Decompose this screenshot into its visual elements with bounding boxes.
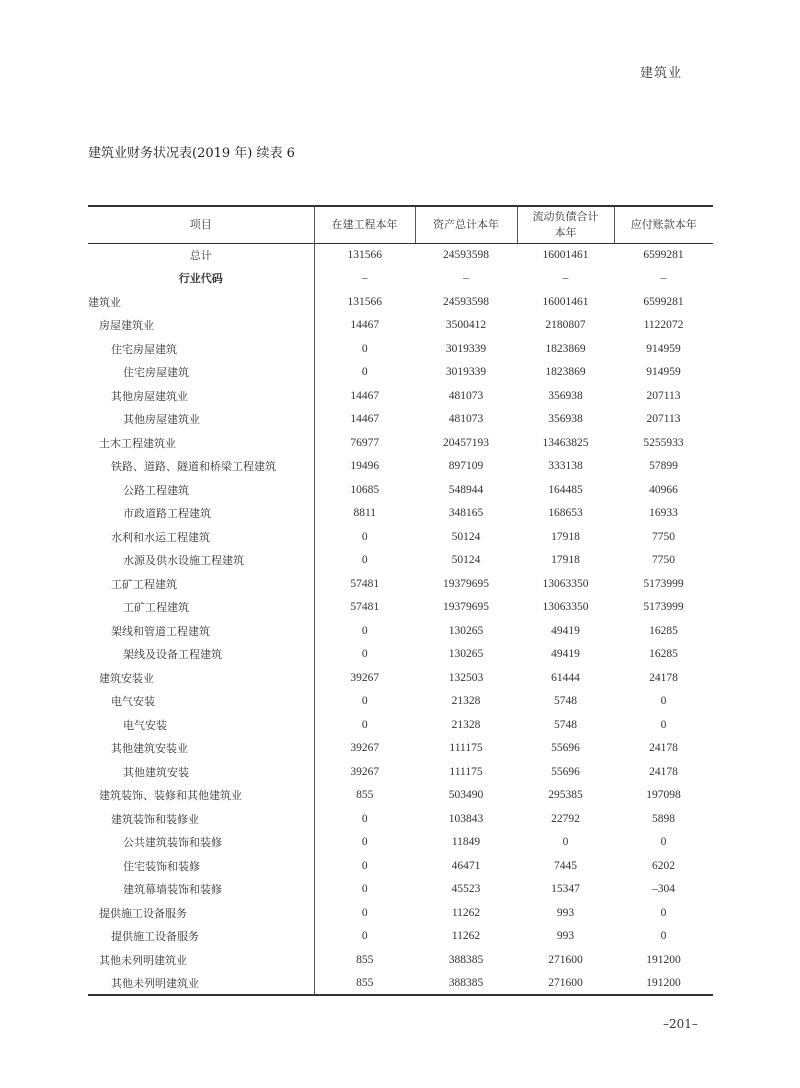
cell-value: 130265 (448, 624, 484, 637)
table-row (88, 408, 713, 432)
table-row (88, 290, 713, 314)
cell-value: 348165 (448, 507, 484, 520)
cell-value: 0 (361, 624, 368, 637)
cell-value: 0 (361, 342, 368, 355)
cell-value: 10685 (350, 483, 380, 496)
cell-value: 16285 (649, 624, 678, 637)
cell-value: 49419 (551, 648, 580, 661)
row-label: 建筑安装业 (88, 666, 314, 690)
cell-value: 548944 (448, 483, 484, 496)
cell-value: 15347 (551, 883, 580, 896)
running-head: 建筑业 (640, 66, 683, 81)
cell-value: 7750 (652, 554, 675, 567)
cell-value: 0 (361, 812, 368, 825)
cell-value: 0 (361, 530, 368, 543)
table-row (88, 972, 713, 996)
table-row (88, 901, 713, 925)
table-row (88, 760, 713, 784)
row-label: 住宅房屋建筑 (88, 337, 314, 361)
cell-value: 503490 (448, 789, 484, 802)
page-number: –201– (663, 1017, 698, 1031)
cell-value: 57899 (649, 460, 678, 473)
cell-value: 0 (361, 859, 368, 872)
cell-value: 0 (361, 695, 368, 708)
row-label: 其他建筑安装业 (88, 737, 314, 761)
cell-value: 111175 (449, 742, 483, 755)
cell-value: 0 (660, 718, 667, 731)
cell-value: 14467 (350, 319, 380, 332)
cell-value: 6599281 (643, 249, 684, 261)
cell-value: 50124 (451, 554, 481, 567)
cell-value: 17918 (551, 554, 580, 567)
cell-value: 0 (361, 836, 368, 849)
financial-table (88, 205, 713, 996)
row-label: 建筑装饰和装修业 (88, 807, 314, 831)
cell-value: 19379695 (443, 577, 489, 590)
row-label: 公共建筑装饰和装修 (88, 831, 314, 855)
cell-value: –304 (652, 883, 675, 896)
cell-value: 6599281 (643, 295, 684, 308)
cell-value: 0 (660, 836, 667, 849)
cell-value: 897109 (448, 460, 484, 473)
table-row (88, 784, 713, 808)
table-row (88, 525, 713, 549)
cell-value: 39267 (350, 742, 380, 755)
row-label: 住宅装饰和装修 (88, 854, 314, 878)
table-row (88, 925, 713, 949)
table-title: 建筑业财务状况表(2019 年) 续表 6 (88, 146, 295, 161)
column-header-current-liabilities: 流动负债合计本年 (517, 206, 614, 243)
table-row (88, 384, 713, 408)
table-row (88, 948, 713, 972)
row-label: 土木工程建筑业 (88, 431, 314, 455)
row-label: 水利和水运工程建筑 (88, 525, 314, 549)
row-label: 提供施工设备服务 (88, 901, 314, 925)
cell-value: 61444 (551, 671, 580, 684)
cell-value: 5748 (554, 718, 577, 731)
cell-value: – (463, 272, 469, 285)
cell-value: 0 (361, 930, 368, 943)
table-body (88, 243, 713, 995)
row-label: 行业代码 (88, 267, 314, 291)
row-label: 水源及供水设施工程建筑 (88, 549, 314, 573)
row-label: 房屋建筑业 (88, 314, 314, 338)
cell-value: 855 (314, 972, 415, 996)
table-row (88, 243, 713, 267)
cell-value: 55696 (551, 742, 580, 755)
table-row (88, 267, 713, 291)
cell-value: 24593598 (443, 295, 489, 308)
cell-value: 14467 (350, 389, 380, 402)
cell-value: 3019339 (445, 366, 487, 379)
cell-value: 855 (356, 789, 374, 802)
cell-value: 7750 (652, 530, 675, 543)
cell-value: 388385 (448, 953, 484, 966)
table-row (88, 596, 713, 620)
cell-value: 8811 (353, 507, 377, 520)
row-label: 电气安装 (88, 713, 314, 737)
row-label: 其他未列明建筑业 (88, 972, 314, 996)
row-label: 市政道路工程建筑 (88, 502, 314, 526)
cell-value: – (361, 272, 368, 285)
cell-value: 914959 (646, 366, 681, 379)
row-label: 建筑装饰、装修和其他建筑业 (88, 784, 314, 808)
cell-value: 39267 (350, 765, 380, 778)
table-row (88, 337, 713, 361)
cell-value: 5255933 (643, 436, 684, 449)
cell-value: 0 (361, 718, 368, 731)
cell-value: 0 (562, 836, 569, 849)
cell-value: 49419 (551, 624, 580, 637)
cell-value: 191200 (614, 972, 713, 996)
row-label: 工矿工程建筑 (88, 596, 314, 620)
column-header-total-assets: 资产总计本年 (415, 206, 517, 243)
cell-value: 19496 (350, 460, 380, 473)
cell-value: 356938 (548, 389, 583, 402)
cell-value: 481073 (448, 389, 484, 402)
table-row (88, 643, 713, 667)
cell-value: 5173999 (643, 601, 684, 614)
cell-value: 914959 (646, 342, 681, 355)
table-row (88, 690, 713, 714)
cell-value: 0 (361, 648, 368, 661)
cell-value: 16933 (649, 507, 678, 520)
cell-value: 132503 (448, 671, 484, 684)
column-header-accounts-payable: 应付账款本年 (614, 206, 713, 243)
table-row (88, 361, 713, 385)
cell-value: 13463825 (542, 436, 589, 449)
cell-value: 1823869 (545, 342, 586, 355)
table-row (88, 455, 713, 479)
cell-value: 21328 (451, 718, 481, 731)
cell-value: 0 (660, 930, 667, 943)
cell-value: 24178 (649, 742, 678, 755)
row-label: 其他房屋建筑业 (88, 408, 314, 432)
cell-value: 39267 (350, 671, 380, 684)
cell-value: 1823869 (545, 366, 586, 379)
cell-value: 20457193 (443, 436, 489, 449)
table-row (88, 854, 713, 878)
cell-value: 191200 (646, 953, 681, 966)
cell-value: 164485 (548, 483, 583, 496)
cell-value: 0 (660, 906, 667, 919)
cell-value: – (562, 272, 569, 285)
cell-value: 130265 (448, 648, 484, 661)
cell-value: 3019339 (445, 342, 487, 355)
cell-value: 271600 (548, 953, 583, 966)
table-row (88, 807, 713, 831)
cell-value: 76977 (350, 436, 380, 449)
cell-value: 22792 (551, 812, 580, 825)
cell-value: 5173999 (643, 577, 684, 590)
cell-value: 855 (356, 953, 374, 966)
cell-value: 40966 (649, 483, 678, 496)
table-row (88, 478, 713, 502)
cell-value: 1122072 (643, 319, 684, 332)
cell-value: 45523 (451, 883, 481, 896)
cell-value: 3500412 (445, 319, 487, 332)
cell-value: 295385 (548, 789, 583, 802)
cell-value: 103843 (448, 812, 484, 825)
cell-value: 197098 (646, 789, 681, 802)
cell-value: 207113 (646, 389, 681, 402)
cell-value: 7445 (554, 859, 577, 872)
cell-value: 16285 (649, 648, 678, 661)
cell-value: 24178 (649, 765, 678, 778)
cell-value: 46471 (451, 859, 481, 872)
cell-value: 131566 (347, 249, 382, 261)
cell-value: 24178 (649, 671, 678, 684)
cell-value: 0 (361, 906, 368, 919)
table-row (88, 619, 713, 643)
table-row (88, 549, 713, 573)
cell-value: 13063350 (542, 577, 589, 590)
cell-value: 11262 (451, 906, 481, 919)
table-row (88, 502, 713, 526)
cell-value: 57481 (350, 577, 380, 590)
cell-value: 50124 (451, 530, 481, 543)
cell-value: 333138 (548, 460, 583, 473)
cell-value: 0 (361, 883, 368, 896)
cell-value: 271600 (517, 972, 614, 996)
cell-value: 993 (556, 930, 575, 943)
cell-value: 21328 (451, 695, 481, 708)
cell-value: 24593598 (443, 249, 489, 261)
cell-value: 13063350 (542, 601, 589, 614)
cell-value: 55696 (551, 765, 580, 778)
row-label: 电气安装 (88, 690, 314, 714)
cell-value: 993 (556, 906, 575, 919)
row-label: 架线及设备工程建筑 (88, 643, 314, 667)
cell-value: 5898 (652, 812, 675, 825)
cell-value: 11262 (451, 930, 481, 943)
cell-value: 388385 (415, 972, 517, 996)
row-label: 总计 (88, 243, 314, 267)
row-label: 工矿工程建筑 (88, 572, 314, 596)
cell-value: 11849 (451, 836, 481, 849)
cell-value: 111175 (449, 765, 483, 778)
row-label: 提供施工设备服务 (88, 925, 314, 949)
cell-value: 16001461 (542, 295, 589, 308)
row-label: 公路工程建筑 (88, 478, 314, 502)
cell-value: 0 (361, 554, 368, 567)
column-header-construction-in-progress: 在建工程本年 (314, 206, 415, 243)
cell-value: 19379695 (443, 601, 489, 614)
row-label: 建筑幕墙装饰和装修 (88, 878, 314, 902)
table-row (88, 314, 713, 338)
cell-value: 2180807 (545, 319, 586, 332)
row-label: 住宅房屋建筑 (88, 361, 314, 385)
cell-value: 0 (660, 695, 667, 708)
table-row (88, 878, 713, 902)
cell-value: 5748 (554, 695, 577, 708)
table-header-row (88, 206, 713, 243)
table-row (88, 831, 713, 855)
row-label: 架线和管道工程建筑 (88, 619, 314, 643)
row-label: 铁路、道路、隧道和桥梁工程建筑 (88, 455, 314, 479)
table-row (88, 572, 713, 596)
cell-value: 17918 (551, 530, 580, 543)
cell-value: 168653 (548, 507, 583, 520)
cell-value: 57481 (350, 601, 380, 614)
row-label: 建筑业 (88, 290, 314, 314)
table-row (88, 737, 713, 761)
table-row (88, 431, 713, 455)
cell-value: 356938 (548, 413, 583, 426)
cell-value: 481073 (448, 413, 484, 426)
table-row (88, 713, 713, 737)
cell-value: – (660, 272, 667, 285)
table-row (88, 666, 713, 690)
cell-value: 6202 (652, 859, 675, 872)
row-label: 其他未列明建筑业 (88, 948, 314, 972)
column-header-item: 项目 (88, 206, 314, 243)
cell-value: 16001461 (542, 249, 589, 261)
cell-value: 131566 (347, 295, 382, 308)
row-label: 其他建筑安装 (88, 760, 314, 784)
cell-value: 207113 (646, 413, 681, 426)
cell-value: 0 (361, 366, 368, 379)
row-label: 其他房屋建筑业 (88, 384, 314, 408)
cell-value: 14467 (350, 413, 380, 426)
